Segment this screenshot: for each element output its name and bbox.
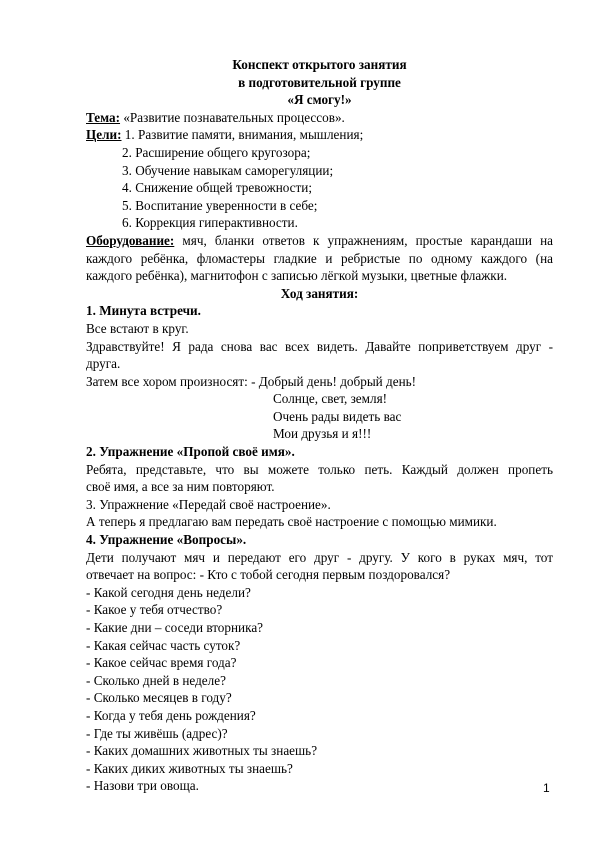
theme-label: Тема:: [86, 109, 121, 125]
theme-line: [86, 109, 553, 127]
question-item: - Какое у тебя отчество?: [86, 602, 223, 618]
poem-line: Очень рады видеть вас: [273, 408, 402, 424]
section1-line-2: Здравствуйте! Я рада снова вас всех видеть. Давайте поприветствуем друг -: [86, 338, 553, 354]
section1-line-4: Затем все хором произносят: - Добрый день! добрый день!: [86, 373, 417, 389]
question-item: - Сколько дней в неделе?: [86, 672, 226, 688]
section4-heading: 4. Упражнение «Вопросы».: [86, 532, 247, 548]
equipment-label: Оборудование:: [86, 232, 175, 248]
goals-line-1: [86, 126, 553, 144]
title-line-1: Конспект открытого занятия: [232, 57, 407, 72]
goal-item: 1. Развитие памяти, внимания, мышления;: [124, 127, 364, 143]
theme-text: «Развитие познавательных процессов».: [120, 109, 345, 125]
section3-heading: 3. Упражнение «Передай своё настроение».: [86, 496, 331, 512]
section2-line-1: Ребята, представьте, что вы можете только петь. Каждый должен пропеть: [86, 461, 553, 477]
page-number: 1: [543, 781, 550, 795]
section2-line-2: своё имя, а все за ним повторяют.: [86, 479, 275, 495]
title-line-2: в подготовительной группе: [238, 74, 401, 90]
poem-line: Мои друзья и я!!!: [273, 426, 372, 442]
title-line-3: «Я смогу!»: [287, 92, 352, 108]
question-item: - Каких домашних животных ты знаешь?: [86, 743, 318, 759]
goal-item: 6. Коррекция гиперактивности.: [122, 215, 298, 231]
section2-heading: 2. Упражнение «Пропой своё имя».: [86, 444, 295, 460]
course-heading: Ход занятия:: [280, 285, 359, 301]
question-item: - Назови три овоща.: [86, 778, 199, 794]
section4-line-1: Дети получают мяч и передают его друг - другу. У кого в руках мяч, тот: [86, 549, 553, 565]
poem-line: Солнце, свет, земля!: [273, 391, 388, 407]
question-item: - Какое сейчас время года?: [86, 655, 237, 671]
section1-heading: 1. Минута встречи.: [86, 303, 201, 319]
goal-item: 2. Расширение общего кругозора;: [122, 144, 311, 160]
question-item: - Когда у тебя день рождения?: [86, 707, 256, 723]
equipment-line-1: [86, 232, 553, 250]
section1-line-1: Все встают в круг.: [86, 320, 189, 336]
question-item: - Какой сегодня день недели?: [86, 584, 251, 600]
question-item: - Какие дни – соседи вторника?: [86, 620, 264, 635]
section4-line-2: отвечает на вопрос: - Кто с тобой сегодня первым поздоровался?: [86, 567, 451, 583]
equipment-line-2: каждого ребёнка, фломастеры гладкие и ребристые по одному каждого (на: [86, 250, 553, 266]
question-item: - Сколько месяцев в году?: [86, 690, 232, 706]
equipment-text-1: мяч, бланки ответов к упражнениям, простые карандаши на: [174, 232, 553, 248]
section3-line-1: А теперь я предлагаю вам передать своё настроение с помощью мимики.: [86, 514, 497, 530]
question-item: - Где ты живёшь (адрес)?: [86, 725, 228, 741]
question-item: - Каких диких животных ты знаешь?: [86, 760, 293, 776]
goal-item: 4. Снижение общей тревожности;: [122, 180, 313, 196]
equipment-line-3: каждого ребёнка), магнитофон с записью лёгкой музыки, цветные флажки.: [86, 268, 508, 284]
document-page: [86, 56, 553, 795]
goal-item: 3. Обучение навыкам саморегуляции;: [122, 162, 334, 178]
goal-item: 5. Воспитание уверенности в себе;: [122, 197, 318, 213]
section1-line-3: друга.: [86, 356, 121, 372]
goals-label: Цели:: [86, 127, 122, 143]
question-item: - Какая сейчас часть суток?: [86, 637, 241, 653]
